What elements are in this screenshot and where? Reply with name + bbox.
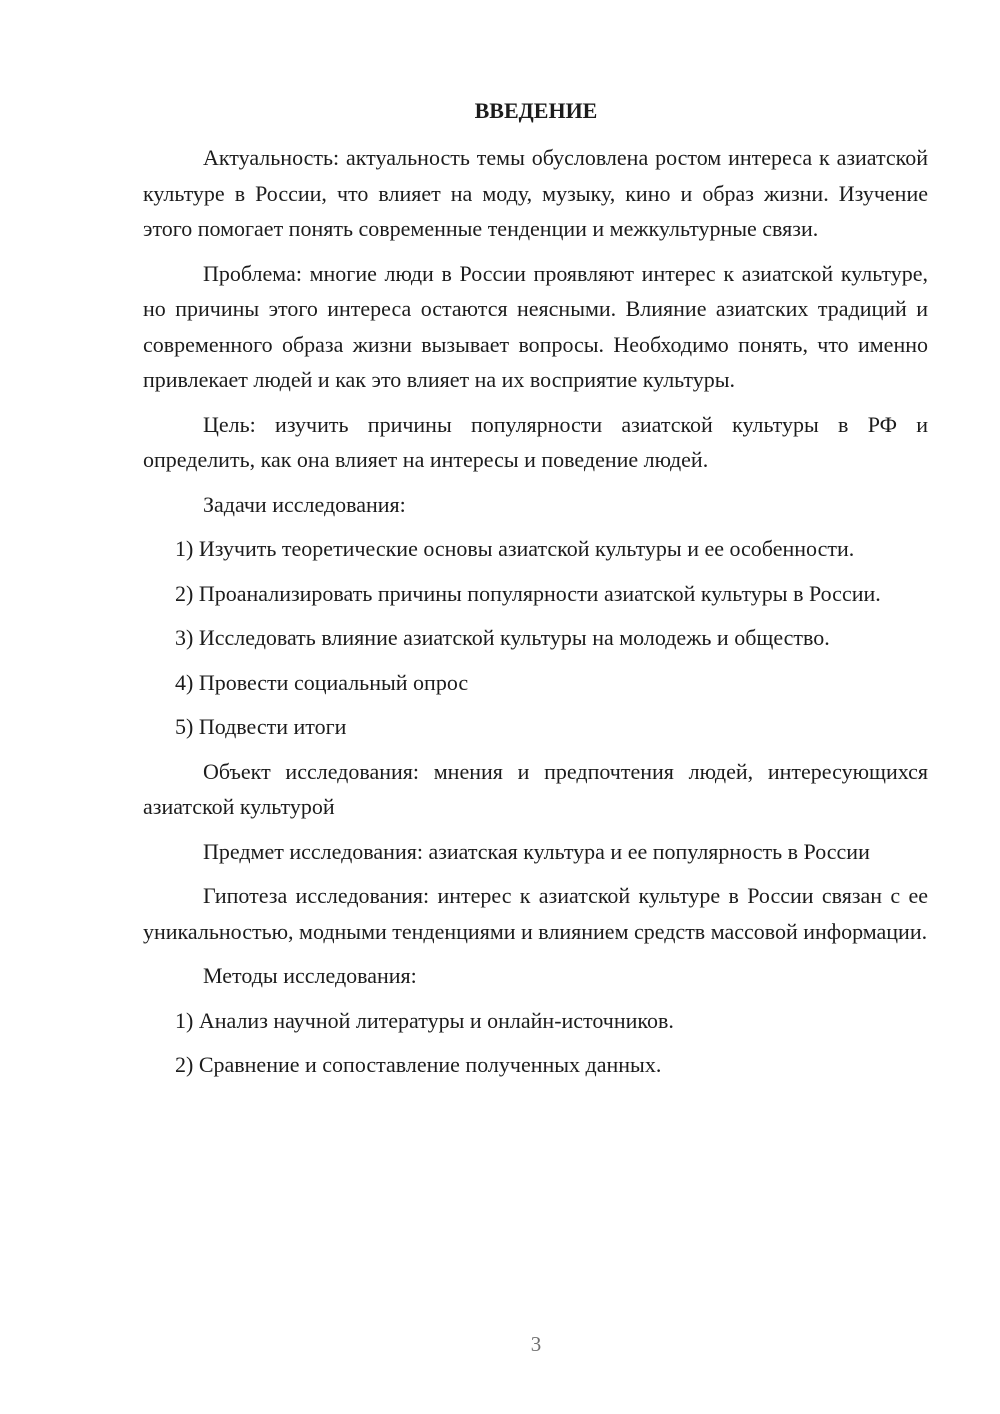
tasks-heading: Задачи исследования: [203, 491, 406, 517]
paragraph-object: Объект исследования: мнения и предпочтения людей, интересующихся азиатской культурой [143, 758, 928, 819]
task-item-3: 3) Исследовать влияние азиатской культуры на молодежь и общество. [175, 625, 830, 650]
document-body [143, 140, 928, 1092]
paragraph-hypothesis: Гипотеза исследования: интерес к азиатской культуре в России связан с ее уникальностью, модными тенденциями и влиянием средств массовой информации. [143, 883, 928, 944]
method-item-1: 1) Анализ научной литературы и онлайн-источников. [175, 1007, 674, 1033]
task-item-1: 1) Изучить теоретические основы азиатской культуры и ее особенности. [175, 536, 855, 561]
task-item-5: 5) Подвести итоги [175, 714, 347, 739]
paragraph-relevance: Актуальность: актуальность темы обусловлена ростом интереса к азиатской культуре в России, что влияет на моду, музыку, кино и образ жизни. Изучение этого помогает понять современные тенденции и межкультурные связи. [143, 145, 928, 241]
paragraph-problem: Проблема: многие люди в России проявляют интерес к азиатской культуре, но причины этого интереса остаются неясными. Влияние азиатских традиций и современного образа жизни вызывает вопросы. Необходимо понять, что именно привлекает людей и как это влияет на их восприятие культуры. [143, 260, 928, 392]
task-item-2: 2) Проанализировать причины популярности азиатской культуры в России. [175, 580, 881, 606]
page-number: 3 [530, 1332, 542, 1356]
task-item-4: 4) Провести социальный опрос [175, 669, 469, 695]
paragraph-subject: Предмет исследования: азиатская культура и ее популярность в России [203, 838, 870, 864]
methods-heading: Методы исследования: [203, 963, 417, 988]
method-item-2: 2) Сравнение и сопоставление полученных данных. [175, 1052, 662, 1077]
paragraph-goal: Цель: изучить причины популярности азиатской культуры в РФ и определить, как она влияет на интересы и поведение людей. [143, 411, 928, 472]
page-title: ВВЕДЕНИЕ [474, 98, 598, 123]
